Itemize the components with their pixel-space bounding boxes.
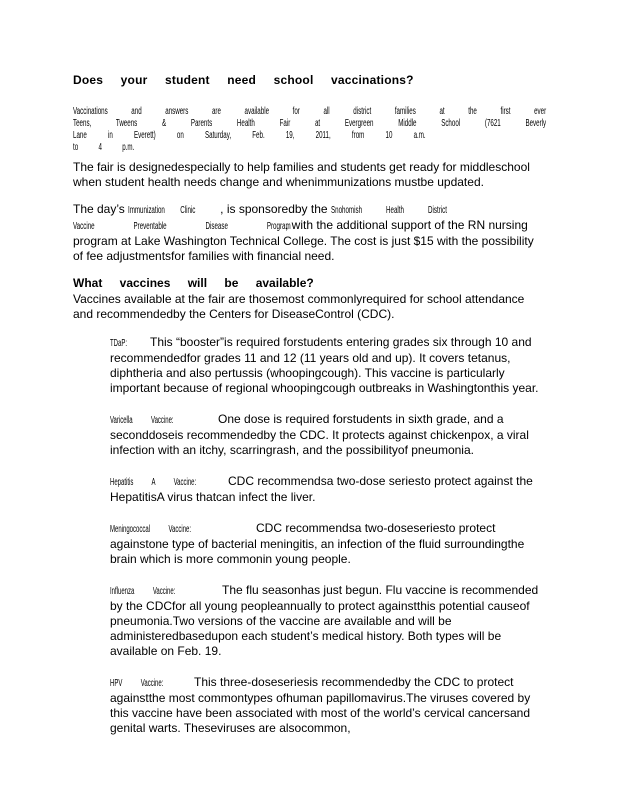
district-name: Snohomish Health District: [330, 205, 447, 216]
vaccine-item-varicella: [110, 412, 546, 458]
vaccine-description: This three-doseseriesis recommendedby the CDC to protect againstthe most commontypes ofhuman papillomavirus.The viruses covered by this vaccine have been associated with most of the world’s cervical cancersand genital warts. Theseviruses are alsocommon,: [110, 675, 531, 735]
vaccine-label: TDaP:: [110, 338, 128, 349]
vaccine-description: One dose is required forstudents in sixth grade, and a seconddoseis recommendedby the CDC. It protects against chickenpox, a viral infection with an itchy, scarringrash, and the possibilityof pneumonia.: [110, 412, 529, 457]
vaccine-description: CDC recommendsa two-dose seriesto protect against the HepatitisA virus thatcan infect the liver.: [110, 474, 533, 504]
vaccine-item-tdap: [110, 335, 546, 396]
vaccine-description: The flu seasonhas just begun. Flu vaccine is recommended by the CDCfor all young peopleannually to protect againstthis potential causeof pneumonia.Two versions of the vaccine are available and will be administeredbasedupon each student’s medical history. Both types will be available on Feb. 19.: [110, 583, 539, 658]
sponsor-prefix: The day’s: [73, 202, 125, 216]
intro-line-3: Lane in Everett) on Saturday, Feb. 19, 2011, from 10 a.m. to 4 p.m.: [73, 130, 426, 153]
vaccine-list: [110, 335, 546, 736]
fair-paragraph: The fair is designedespecially to help families and students get ready for middleschool when student health needs change and whenimmunizations mustbe updated.: [73, 160, 530, 189]
vaccine-description: CDC recommendsa two-doseseriesto protect againstone type of bacterial meningitis, an infection of the fluid surroundingthe brain which is more commonin young people.: [110, 521, 525, 566]
vaccine-label: Varicella Vaccine:: [110, 415, 174, 426]
clinic-name: Immunization Clinic: [128, 205, 196, 216]
intro-paragraph: [73, 106, 547, 153]
program-name: Vaccine Preventable Disease Program: [73, 221, 291, 232]
vaccine-item-hepatitis-a: [110, 474, 546, 505]
vaccine-item-meningococcal: [110, 521, 546, 567]
sponsor-paragraph: [73, 202, 547, 264]
vaccine-label: HPV Vaccine:: [110, 678, 164, 689]
vaccine-label: Meningococcal Vaccine:: [110, 524, 192, 535]
sponsor-mid: , is sponsoredby the: [220, 202, 328, 216]
sponsor-rest: , with the additional support of the RN nursing program at Lake Washington Technical College. The cost is just $15 with the possibility of fee adjustmentsfor families with financial need.: [73, 218, 534, 263]
section-intro: Vaccines available at the fair are thosemost commonlyrequired for school attendance and recommendedby the Centers for DiseaseControl (CDC).: [73, 292, 525, 321]
document-title: Does your student need school vaccinations?: [73, 73, 414, 87]
vaccine-label: Influenza Vaccine:: [110, 586, 176, 597]
section-heading: What vaccines will be available?: [73, 276, 314, 290]
vaccine-item-influenza: [110, 583, 546, 659]
intro-line-2: Teens, Tweens & Parents Health Fair at Evergreen Middle School (7621 Beverly: [73, 118, 547, 129]
vaccine-description: This “booster”is required forstudents entering grades six through 10 and recommendedfor grades 11 and 12 (11 years old and up). It covers tetanus, diphtheria and also pertussis (whoopingcough). This vaccine is particularly important because of regional whoopingcough outbreaks in Washingtonthis year.: [110, 335, 539, 395]
document-body: [73, 66, 547, 752]
intro-line-1: Vaccinations and answers are available for all district families at the first ever: [73, 106, 547, 117]
vaccine-item-hpv: [110, 675, 546, 736]
vaccine-label: Hepatitis A Vaccine:: [110, 477, 197, 488]
